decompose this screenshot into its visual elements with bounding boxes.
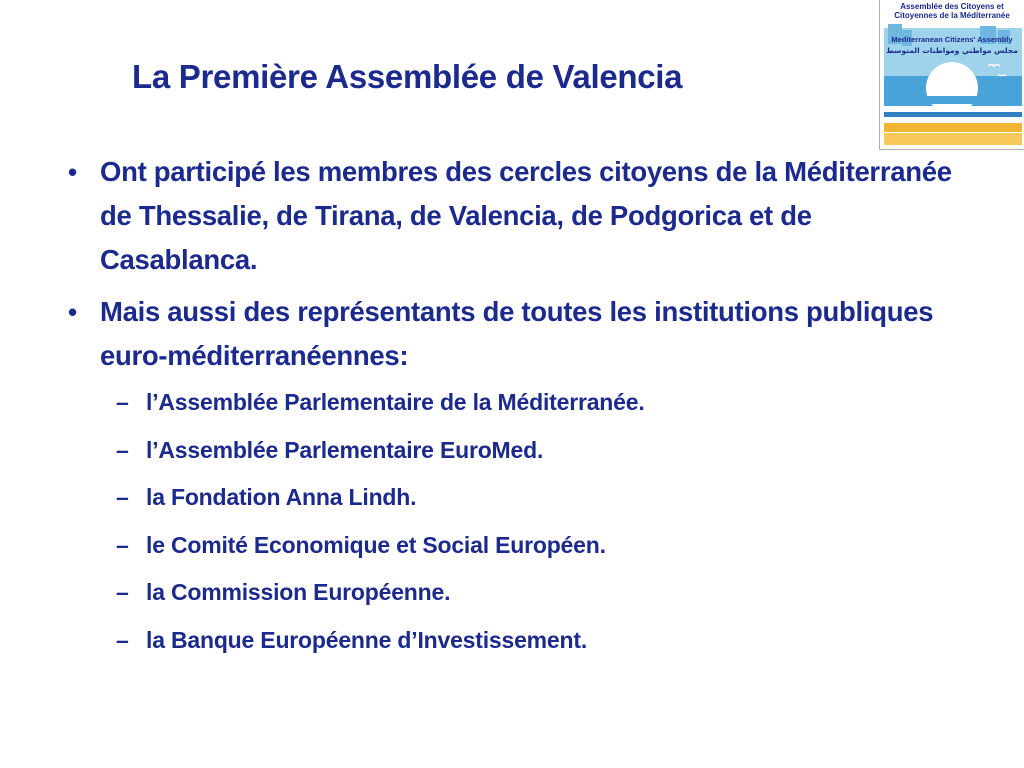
sub-bullet-text: la Fondation Anna Lindh. xyxy=(146,484,417,510)
sub-bullet-text: l’Assemblée Parlementaire de la Méditerranée. xyxy=(146,389,645,415)
slide-body xyxy=(68,150,968,671)
dash-icon: – xyxy=(116,389,129,415)
sub-bullet-item xyxy=(68,481,968,514)
dash-icon: – xyxy=(116,579,129,605)
sub-bullet-item xyxy=(68,386,968,419)
dash-icon: – xyxy=(116,436,129,463)
logo-text-ar: مجلس مواطني ومواطنات المتوسط xyxy=(886,46,1018,55)
sub-bullet-item xyxy=(68,624,968,657)
logo-text-fr-2: Citoyennes de la Méditerranée xyxy=(894,11,1010,20)
sub-bullet-item xyxy=(68,576,968,609)
dash-icon: – xyxy=(116,531,129,558)
sub-bullet-text: le Comité Economique et Social Européen. xyxy=(146,531,606,558)
bullet-item xyxy=(68,290,968,378)
assembly-logo xyxy=(879,0,1024,150)
logo-text-en: Mediterranean Citizens' Assembly xyxy=(891,35,1013,44)
sub-bullet-item xyxy=(68,529,968,562)
bullet-item xyxy=(68,150,968,282)
bullet-text: Mais aussi des représentants de toutes les institutions publiques euro-méditerranéennes: xyxy=(100,296,934,371)
sub-bullet-text: la Commission Européenne. xyxy=(146,579,451,605)
bullet-icon: • xyxy=(68,157,77,187)
sub-bullet-text: l’Assemblée Parlementaire EuroMed. xyxy=(146,436,544,463)
sub-bullet-item xyxy=(68,434,968,467)
bullet-icon: • xyxy=(68,297,77,327)
dash-icon: – xyxy=(116,626,129,653)
logo-text-fr-1: Assemblée des Citoyens et xyxy=(900,2,1004,11)
dash-icon: – xyxy=(116,484,129,510)
bullet-text: Ont participé les membres des cercles citoyens de la Méditerranée de Thessalie, de Tirana, de Valencia, de Podgorica et de Casablanca. xyxy=(100,156,952,275)
sub-bullet-text: la Banque Européenne d’Investissement. xyxy=(146,626,588,653)
slide-title: La Première Assemblée de Valencia xyxy=(132,58,683,95)
